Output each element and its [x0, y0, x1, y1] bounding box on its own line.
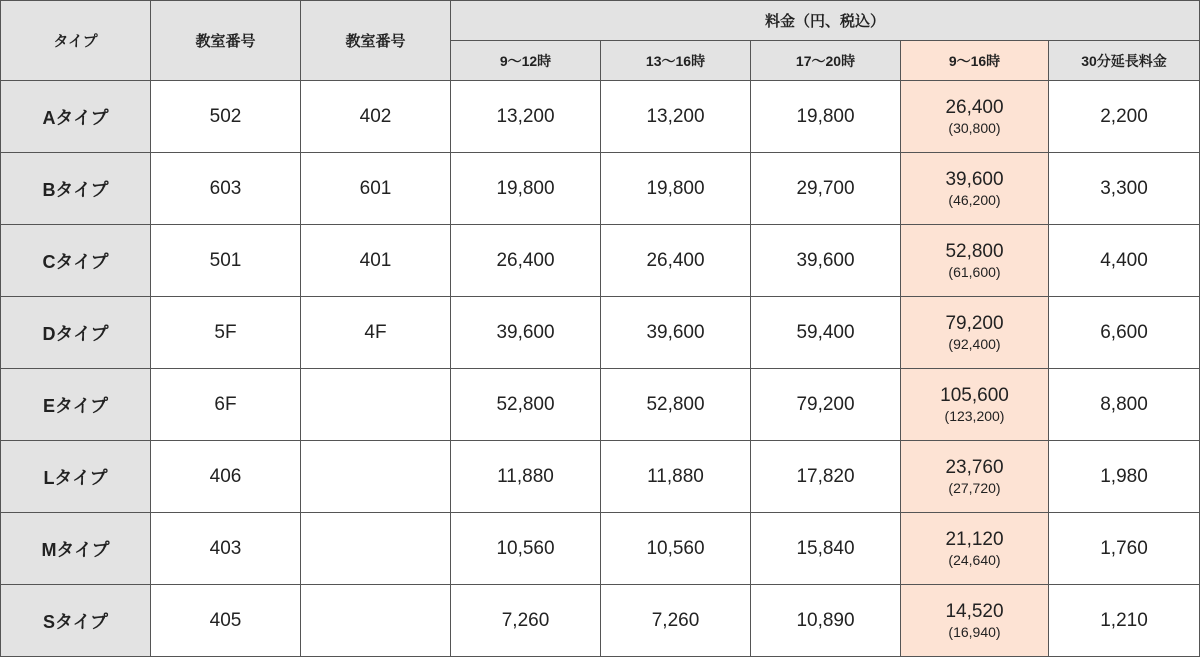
full-day-price-with-tax: (24,640) [948, 551, 1001, 568]
highlighted-price-cell [901, 297, 1049, 369]
table-row [1, 297, 1200, 369]
table-row [1, 369, 1200, 441]
room-number-cell: 603 [151, 153, 301, 225]
room-number-cell [301, 369, 451, 441]
full-day-price: 26,400 [945, 96, 1004, 118]
full-day-price: 14,520 [945, 600, 1004, 622]
highlighted-price-cell [901, 153, 1049, 225]
room-number-cell [301, 585, 451, 657]
room-number-cell: 403 [151, 513, 301, 585]
room-number-cell: 5F [151, 297, 301, 369]
room-number-cell: 502 [151, 81, 301, 153]
extension-fee-header: 30分延長料金 [1049, 41, 1200, 81]
price-cell: 10,560 [451, 513, 601, 585]
price-cell: 59,400 [751, 297, 901, 369]
price-cell: 29,700 [751, 153, 901, 225]
full-day-price: 79,200 [945, 312, 1004, 334]
room-number-column-header-2: 教室番号 [301, 1, 451, 81]
room-number-cell: 6F [151, 369, 301, 441]
price-cell: 15,840 [751, 513, 901, 585]
room-number-cell: 402 [301, 81, 451, 153]
highlighted-price-cell [901, 513, 1049, 585]
type-cell: Dタイプ [1, 297, 151, 369]
room-number-cell: 4F [301, 297, 451, 369]
full-day-price: 39,600 [945, 168, 1004, 190]
room-number-cell: 501 [151, 225, 301, 297]
extension-fee-cell: 1,980 [1049, 441, 1200, 513]
full-day-price-with-tax: (92,400) [948, 335, 1001, 352]
time-slot-header: 9～12時 [451, 41, 601, 81]
room-number-cell [301, 441, 451, 513]
table-row [1, 441, 1200, 513]
price-cell: 52,800 [601, 369, 751, 441]
type-cell: Sタイプ [1, 585, 151, 657]
full-day-price-with-tax: (30,800) [948, 119, 1001, 136]
highlighted-price-cell [901, 441, 1049, 513]
full-day-price-with-tax: (16,940) [948, 623, 1001, 640]
full-day-price-with-tax: (123,200) [944, 407, 1005, 424]
table-row [1, 513, 1200, 585]
price-cell: 19,800 [601, 153, 751, 225]
type-column-header: タイプ [1, 1, 151, 81]
price-cell: 26,400 [451, 225, 601, 297]
extension-fee-cell: 8,800 [1049, 369, 1200, 441]
full-day-price-with-tax: (27,720) [948, 479, 1001, 496]
price-cell: 11,880 [601, 441, 751, 513]
full-day-price-with-tax: (46,200) [948, 191, 1001, 208]
table-row [1, 225, 1200, 297]
highlighted-price-cell [901, 81, 1049, 153]
type-cell: Bタイプ [1, 153, 151, 225]
price-cell: 13,200 [451, 81, 601, 153]
price-cell: 52,800 [451, 369, 601, 441]
time-slot-header-highlighted: 9～16時 [901, 41, 1049, 81]
price-cell: 7,260 [451, 585, 601, 657]
highlighted-price-cell [901, 225, 1049, 297]
price-cell: 10,890 [751, 585, 901, 657]
price-cell: 19,800 [451, 153, 601, 225]
room-number-cell [301, 513, 451, 585]
price-group-header: 料金（円、税込） [451, 1, 1200, 41]
full-day-price: 105,600 [940, 384, 1009, 406]
type-cell: Eタイプ [1, 369, 151, 441]
price-cell: 13,200 [601, 81, 751, 153]
room-number-cell: 401 [301, 225, 451, 297]
table-row [1, 153, 1200, 225]
price-cell: 39,600 [751, 225, 901, 297]
price-cell: 17,820 [751, 441, 901, 513]
room-number-column-header-1: 教室番号 [151, 1, 301, 81]
room-number-cell: 405 [151, 585, 301, 657]
highlighted-price-cell [901, 369, 1049, 441]
time-slot-header: 13～16時 [601, 41, 751, 81]
extension-fee-cell: 1,210 [1049, 585, 1200, 657]
extension-fee-cell: 3,300 [1049, 153, 1200, 225]
type-cell: Lタイプ [1, 441, 151, 513]
full-day-price: 52,800 [945, 240, 1004, 262]
price-cell: 39,600 [451, 297, 601, 369]
highlighted-price-cell [901, 585, 1049, 657]
extension-fee-cell: 6,600 [1049, 297, 1200, 369]
full-day-price: 23,760 [945, 456, 1004, 478]
table-row [1, 585, 1200, 657]
price-cell: 19,800 [751, 81, 901, 153]
price-cell: 26,400 [601, 225, 751, 297]
table-row [1, 81, 1200, 153]
type-cell: Mタイプ [1, 513, 151, 585]
time-slot-header: 17～20時 [751, 41, 901, 81]
header-row-top [1, 1, 1200, 41]
type-cell: Aタイプ [1, 81, 151, 153]
price-cell: 7,260 [601, 585, 751, 657]
full-day-price: 21,120 [945, 528, 1004, 550]
room-number-cell: 601 [301, 153, 451, 225]
price-cell: 39,600 [601, 297, 751, 369]
price-cell: 79,200 [751, 369, 901, 441]
extension-fee-cell: 4,400 [1049, 225, 1200, 297]
type-cell: Cタイプ [1, 225, 151, 297]
price-cell: 10,560 [601, 513, 751, 585]
room-number-cell: 406 [151, 441, 301, 513]
price-cell: 11,880 [451, 441, 601, 513]
extension-fee-cell: 1,760 [1049, 513, 1200, 585]
extension-fee-cell: 2,200 [1049, 81, 1200, 153]
full-day-price-with-tax: (61,600) [948, 263, 1001, 280]
